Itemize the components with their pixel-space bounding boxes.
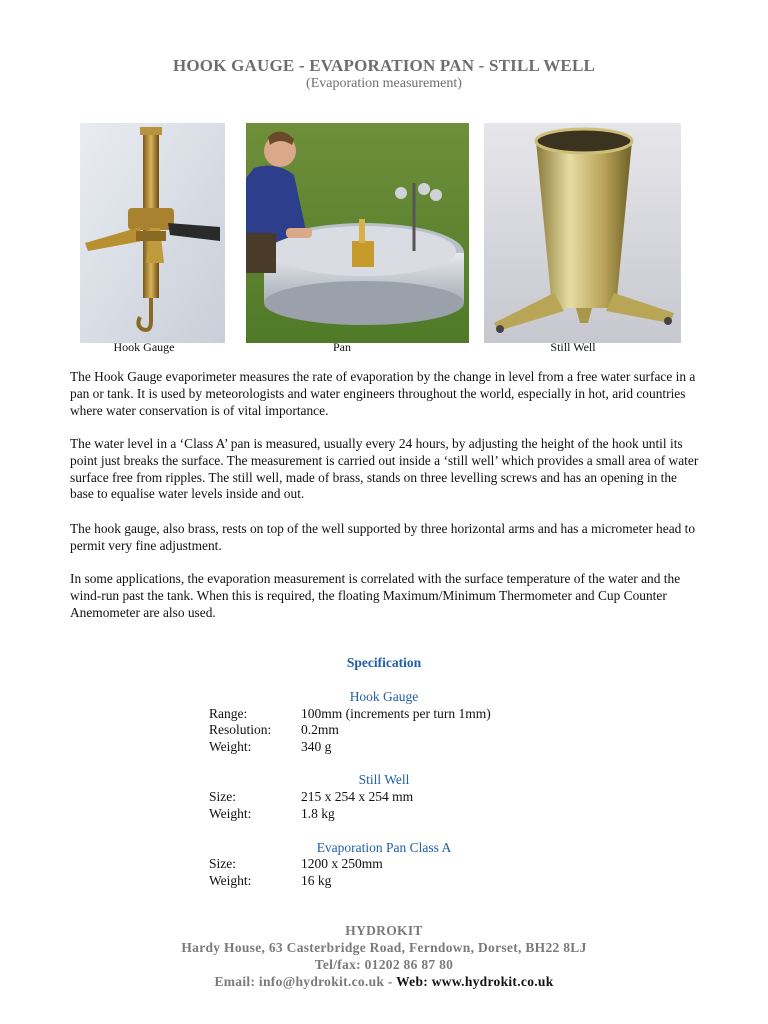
spec-value: 215 x 254 x 254 mm [301, 789, 414, 804]
spec-value: 100mm (increments per turn 1mm) [301, 706, 491, 721]
hook-gauge-paragraph: The hook gauge, also brass, rests on top of the well supported by three horizontal arms and has a micrometer head to permit very fine adjustment. [70, 521, 696, 553]
intro-paragraph: The Hook Gauge evaporimeter measures the rate of evaporation by the change in level from a free water surface in a pan or tank. It is used by meteorologists and water engineers throughout the world, especially in hot, arid countries where water conservation is of vital importance. [70, 369, 696, 418]
spec-value: 0.2mm [301, 722, 339, 737]
footer-company: HYDROKIT [345, 923, 423, 938]
footer-contact [0, 974, 768, 990]
spec-label: Weight: [209, 873, 252, 888]
spec-label: Weight: [209, 806, 252, 821]
footer-address: Hardy House, 63 Casterbridge Road, Ferndown, Dorset, BH22 8LJ [181, 940, 587, 955]
still-well-caption: Still Well [550, 340, 596, 354]
hook-gauge-spec-title: Hook Gauge [349, 689, 419, 704]
class-a-paragraph: The water level in a ‘Class A’ pan is measured, usually every 24 hours, by adjusting the height of the hook until its point just breaks the surface. The measurement is carried out inside a ‘still well’ which provides a small area of water surface free from ripples. The still well, made of brass, stands on three levelling screws and has an opening in the base to equalise water levels inside and out. [70, 436, 699, 502]
pan-spec-title: Evaporation Pan Class A [316, 840, 452, 855]
spec-label: Size: [209, 856, 236, 871]
spec-value: 340 g [301, 739, 332, 754]
spec-value: 1.8 kg [301, 806, 335, 821]
email-link[interactable]: Email: info@hydrokit.co.uk [214, 974, 385, 989]
spec-label: Resolution: [209, 722, 272, 737]
still-well-spec-title: Still Well [358, 772, 410, 787]
hook-gauge-photo [80, 123, 225, 343]
applications-paragraph: In some applications, the evaporation measurement is correlated with the surface temperature of the water and the wind-run past the tank. When this is required, the floating Maximum/Minimum Thermometer and Cup Counter Anemometer are also used. [70, 571, 681, 620]
pan-caption: Pan [333, 340, 351, 354]
spec-label: Range: [209, 706, 248, 721]
page-title: HOOK GAUGE - EVAPORATION PAN - STILL WELL [172, 56, 596, 75]
spec-label: Weight: [209, 739, 252, 754]
footer-tel: Tel/fax: 01202 86 87 80 [314, 957, 454, 972]
footer-separator: - [384, 974, 397, 989]
spec-value: 1200 x 250mm [301, 856, 383, 871]
web-link[interactable]: Web: www.hydrokit.co.uk [396, 974, 554, 989]
evaporation-pan-photo [246, 123, 469, 343]
page-subtitle: (Evaporation measurement) [306, 76, 462, 91]
still-well-photo [484, 123, 681, 343]
spec-label: Size: [209, 789, 236, 804]
hook-gauge-caption: Hook Gauge [113, 340, 175, 354]
specification-heading: Specification [346, 655, 422, 670]
spec-value: 16 kg [301, 873, 332, 888]
